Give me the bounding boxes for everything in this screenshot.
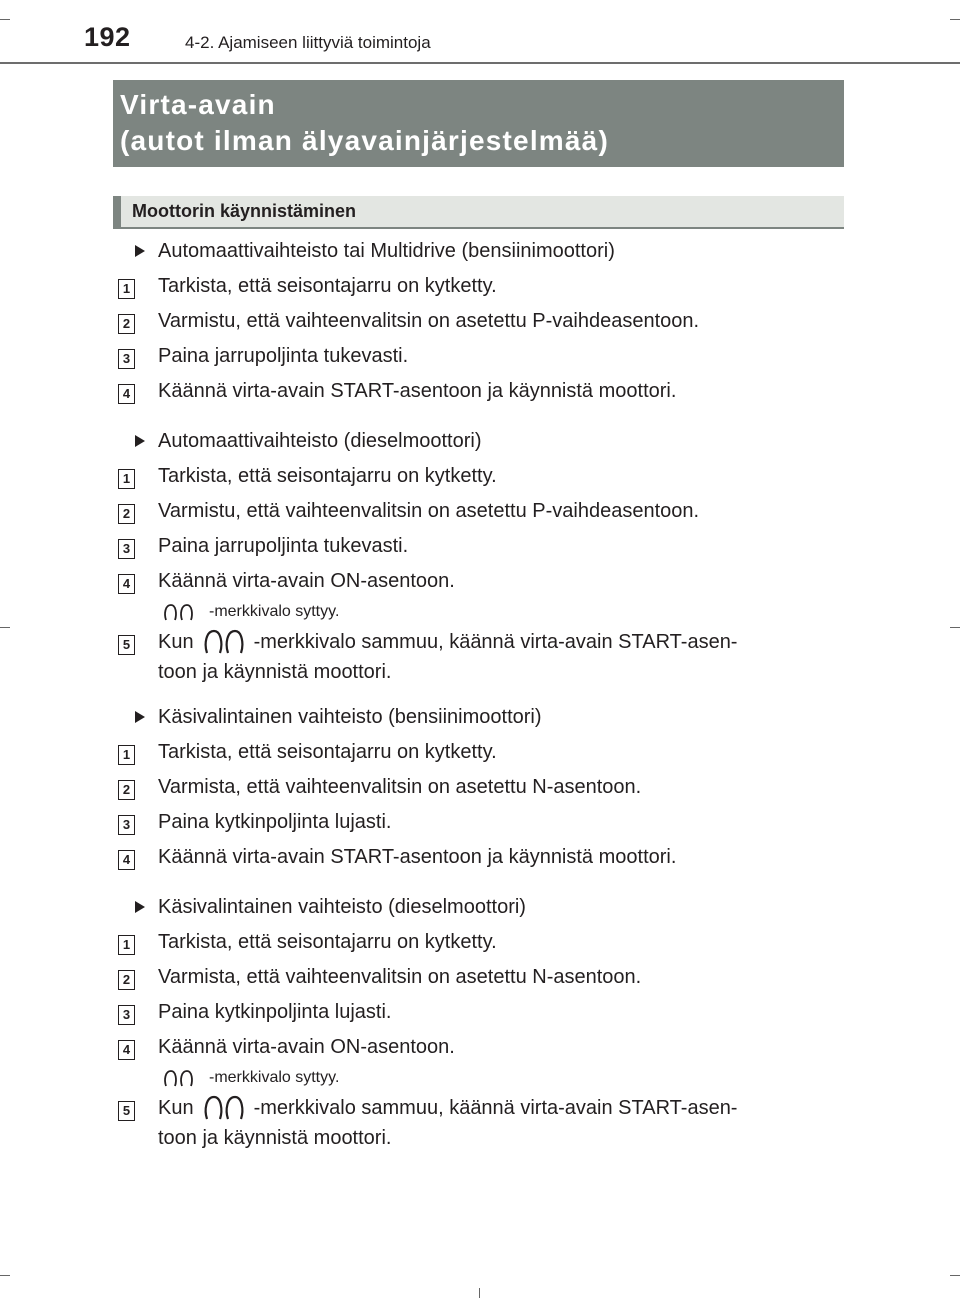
step-text-after: -merkkivalo sammuu, käännä virta-avain START-asen- [253, 1097, 738, 1119]
step-item [113, 842, 844, 877]
step-text-before: Kun [158, 1097, 194, 1119]
step-text: Varmista, että vaihteenvalitsin on asetettu N-asentoon. [158, 776, 642, 798]
section-title: Moottorin käynnistäminen [132, 201, 357, 221]
step-item [113, 1093, 844, 1153]
step-number: 1 [118, 935, 135, 955]
step-text-line2: toon ja käynnistä moottori. [158, 1127, 392, 1149]
step-text: Varmistu, että vaihteenvalitsin on asetettu P-vaihdeasentoon. [158, 500, 700, 522]
step-item [113, 807, 844, 842]
step-number: 4 [118, 574, 135, 594]
triangle-right-icon [135, 245, 145, 257]
glow-plug-icon [202, 627, 246, 655]
step-number: 5 [118, 1101, 135, 1121]
group-title [113, 426, 844, 461]
step-number: 4 [118, 384, 135, 404]
step-item [113, 341, 844, 376]
triangle-right-icon [135, 711, 145, 723]
step-item [113, 627, 844, 687]
content [113, 236, 844, 1168]
step-text: Tarkista, että seisontajarru on kytketty. [158, 741, 497, 763]
note-text: -merkkivalo syttyy. [209, 603, 340, 620]
step-text [158, 627, 844, 657]
step-text [158, 1093, 844, 1123]
step-text: Paina jarrupoljinta tukevasti. [158, 345, 409, 367]
step-number: 4 [118, 850, 135, 870]
step-text: Käännä virta-avain ON-asentoon. [158, 1036, 455, 1058]
step-number: 3 [118, 1005, 135, 1025]
step-number: 2 [118, 970, 135, 990]
step-number: 2 [118, 504, 135, 524]
step-text: Käännä virta-avain ON-asentoon. [158, 570, 455, 592]
group-title [113, 892, 844, 927]
step-item [113, 461, 844, 496]
group-title [113, 236, 844, 271]
page-title [113, 80, 844, 167]
step-item [113, 1032, 844, 1067]
step-text: Varmistu, että vaihteenvalitsin on asetettu P-vaihdeasentoon. [158, 310, 700, 332]
step-number: 1 [118, 279, 135, 299]
step-text: Paina kytkinpoljinta lujasti. [158, 811, 392, 833]
procedure-group [113, 892, 844, 1153]
step-text-line2: toon ja käynnistä moottori. [158, 661, 392, 683]
step-text: Tarkista, että seisontajarru on kytketty. [158, 465, 497, 487]
note-text: -merkkivalo syttyy. [209, 1069, 340, 1086]
crop-mark [0, 1275, 10, 1276]
step-number: 1 [118, 469, 135, 489]
step-number: 2 [118, 314, 135, 334]
group-title-text: Automaattivaihteisto tai Multidrive (bensiinimoottori) [158, 240, 615, 262]
step-text: Varmista, että vaihteenvalitsin on asetettu N-asentoon. [158, 966, 642, 988]
step-item [113, 306, 844, 341]
section-header [113, 196, 844, 229]
indicator-note [113, 1067, 844, 1093]
glow-plug-icon [162, 602, 196, 622]
crop-mark [479, 1288, 480, 1298]
page-title-line: Virta-avain [120, 89, 276, 120]
crop-mark [0, 627, 10, 628]
step-item [113, 531, 844, 566]
step-text: Käännä virta-avain START-asentoon ja käynnistä moottori. [158, 380, 677, 402]
step-text: Käännä virta-avain START-asentoon ja käynnistä moottori. [158, 846, 677, 868]
page-header [0, 0, 960, 70]
step-text: Paina kytkinpoljinta lujasti. [158, 1001, 392, 1023]
step-text: Tarkista, että seisontajarru on kytketty. [158, 275, 497, 297]
triangle-right-icon [135, 901, 145, 913]
header-divider [0, 62, 960, 64]
step-item [113, 997, 844, 1032]
step-text: Tarkista, että seisontajarru on kytketty. [158, 931, 497, 953]
group-title-text: Automaattivaihteisto (dieselmoottori) [158, 430, 482, 452]
step-text: Paina jarrupoljinta tukevasti. [158, 535, 409, 557]
procedure-group [113, 236, 844, 411]
step-number: 1 [118, 745, 135, 765]
step-number: 2 [118, 780, 135, 800]
step-item [113, 376, 844, 411]
group-title [113, 702, 844, 737]
glow-plug-icon [202, 1093, 246, 1121]
step-item [113, 271, 844, 306]
step-number: 5 [118, 635, 135, 655]
step-item [113, 566, 844, 601]
step-number: 3 [118, 349, 135, 369]
step-number: 3 [118, 815, 135, 835]
page-number: 192 [84, 22, 131, 52]
step-item [113, 927, 844, 962]
indicator-note [113, 601, 844, 627]
chapter-title: 4-2. Ajamiseen liittyviä toimintoja [185, 33, 431, 52]
step-item [113, 772, 844, 807]
step-item [113, 737, 844, 772]
crop-mark [950, 1275, 960, 1276]
triangle-right-icon [135, 435, 145, 447]
group-title-text: Käsivalintainen vaihteisto (bensiinimoottori) [158, 706, 542, 728]
crop-mark [950, 627, 960, 628]
step-text-before: Kun [158, 631, 194, 653]
procedure-group [113, 702, 844, 877]
step-text-after: -merkkivalo sammuu, käännä virta-avain START-asen- [253, 631, 738, 653]
group-title-text: Käsivalintainen vaihteisto (dieselmoottori) [158, 896, 526, 918]
step-item [113, 496, 844, 531]
step-number: 4 [118, 1040, 135, 1060]
step-number: 3 [118, 539, 135, 559]
step-item [113, 962, 844, 997]
page-title-line: (autot ilman älyavainjärjestelmää) [120, 125, 609, 156]
glow-plug-icon [162, 1068, 196, 1088]
procedure-group [113, 426, 844, 687]
